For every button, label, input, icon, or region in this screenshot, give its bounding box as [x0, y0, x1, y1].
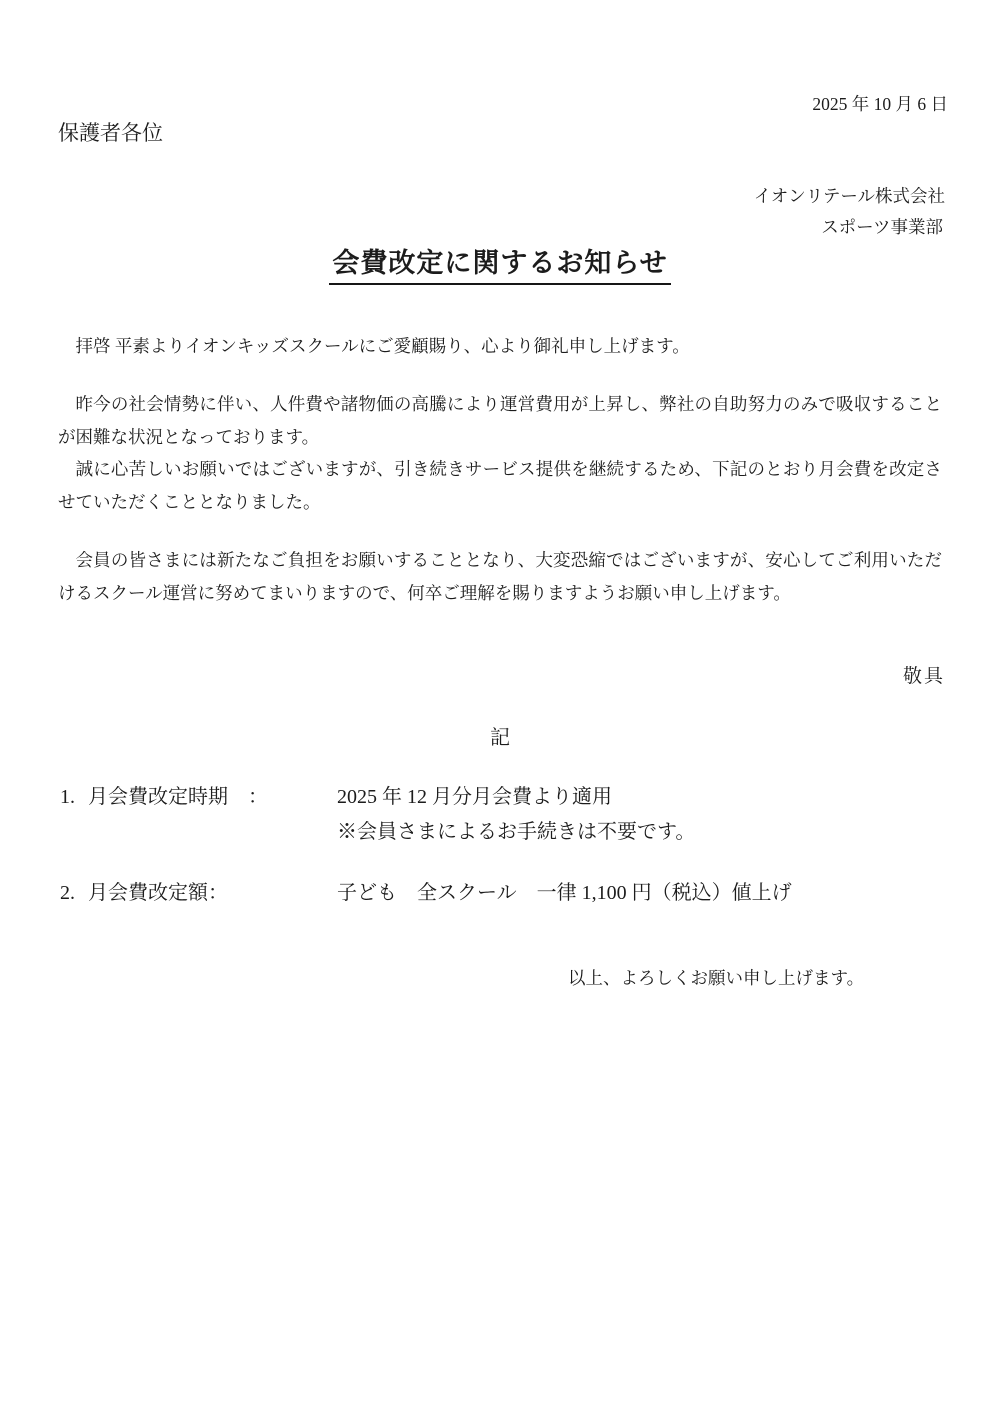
item-2-number: 2. [60, 882, 75, 904]
sender-company: イオンリテール株式会社 [753, 186, 945, 206]
document-title: 会費改定に関するお知らせ [329, 246, 670, 285]
closing-line: 以上、よろしくお願い申し上げます。 [568, 968, 865, 988]
item-1-note: ※会員さまによるお手続きは不要です。 [337, 821, 696, 843]
record-marker: 記 [490, 727, 510, 749]
body-paragraph-1: 昨今の社会情勢に伴い、人件費や諸物価の高騰により運営費用が上昇し、弊社の自助努力のみで吸収することが困難な状況となっております。 [58, 394, 942, 447]
recipient: 保護者各位 [58, 121, 163, 145]
body-paragraph-2: 誠に心苦しいお願いではございますが、引き続きサービス提供を継続するため、下記のとおり月会費を改定させていただくこととなりました。 [58, 459, 942, 512]
list-item-fee-revision-date [0, 783, 1000, 811]
item-1-value: 2025 年 12 月分月会費より適用 [337, 786, 612, 808]
greeting-paragraph: 拝啓 平素よりイオンキッズスクールにご愛顧賜り、心より御礼申し上げます。 [75, 336, 690, 356]
item-2-label: 月会費改定額： [88, 882, 228, 904]
list-item-fee-revision-amount [0, 879, 1000, 907]
item-1-number: 1. [60, 786, 75, 808]
document-date: 2025 年 10 月 6 日 [812, 94, 948, 114]
sender-division: スポーツ事業部 [821, 217, 943, 237]
item-1-label: 月会費改定時期 ： [88, 786, 268, 808]
item-2-value: 子ども 全スクール 一律 1,100 円（税込）値上げ [337, 882, 792, 904]
closing-keigu: 敬具 [902, 666, 945, 687]
body-paragraph-3: 会員の皆さまには新たなご負担をお願いすることとなり、大変恐縮ではございますが、安心してご利用いただけるスクール運営に努めてまいりますので、何卒ご理解を賜りますようお願い申し上げます。 [58, 550, 942, 603]
title-container [0, 246, 1000, 285]
